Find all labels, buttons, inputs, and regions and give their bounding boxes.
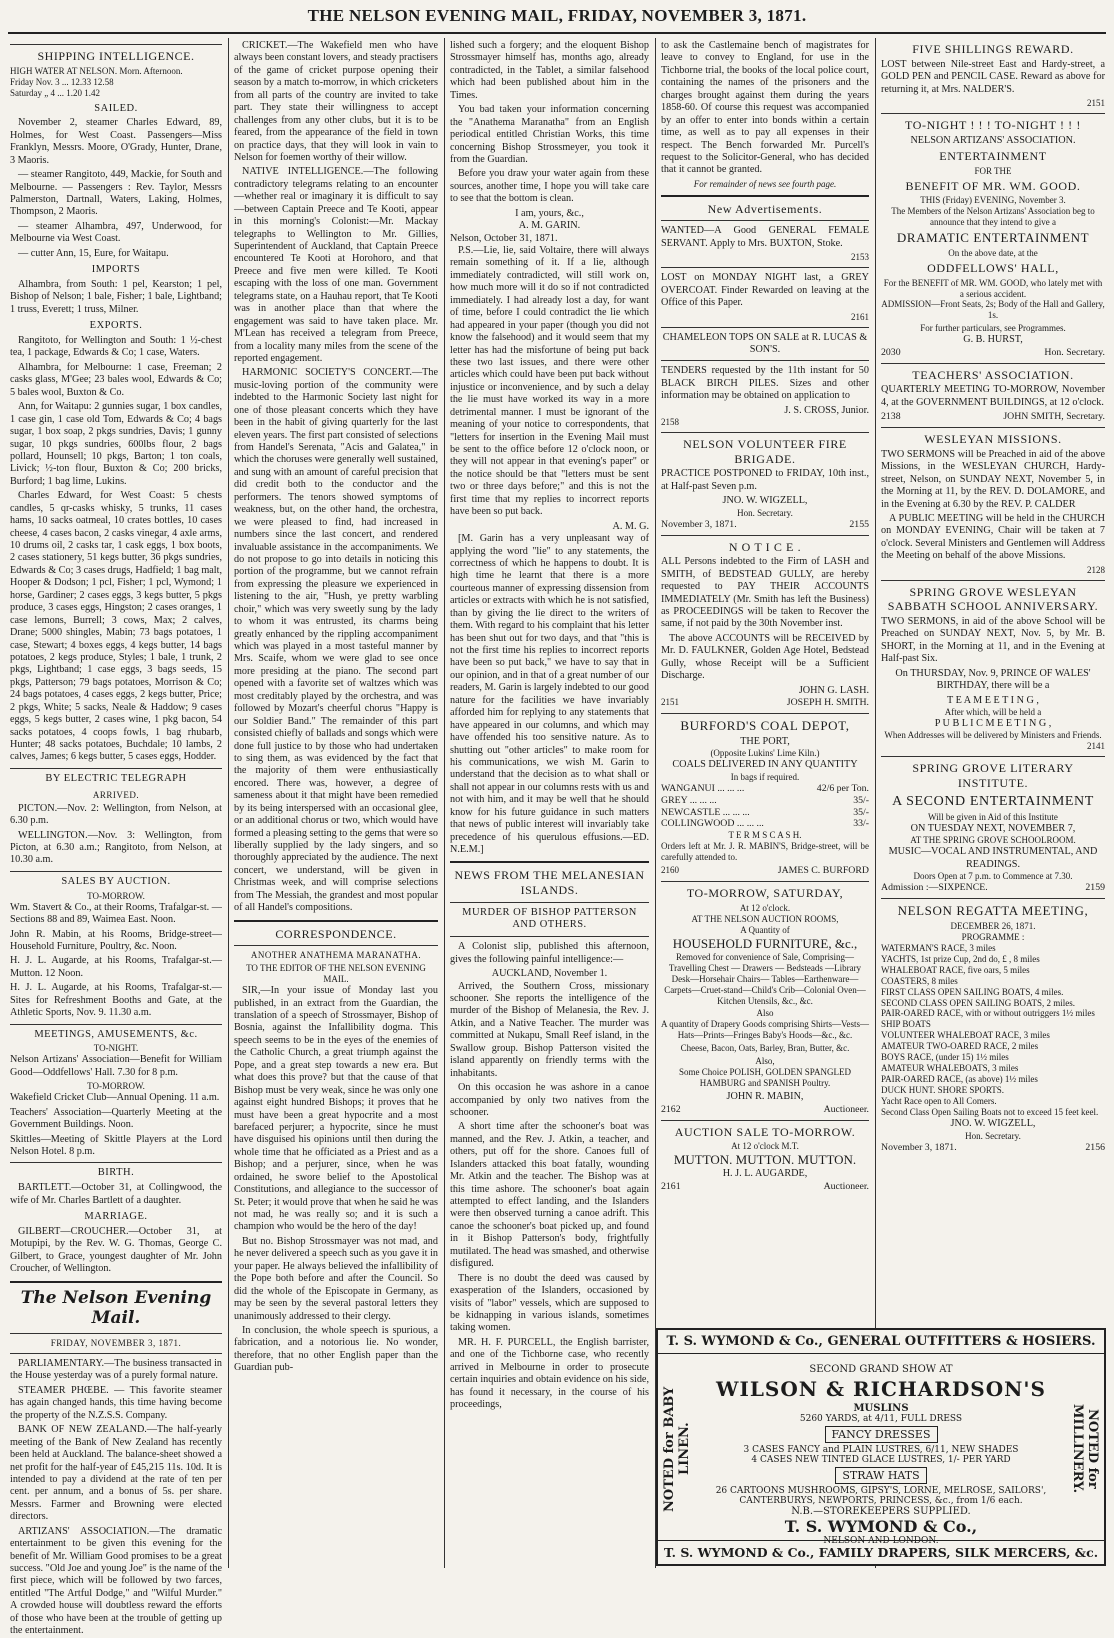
ad-wanted: WANTED—A Good GENERAL FEMALE SERVANT. Apply to Mrs. BUXTON, Stoke. xyxy=(661,225,869,249)
birth-title: BIRTH. xyxy=(97,1167,135,1179)
masthead-rule xyxy=(8,32,1106,34)
letter-signoff: I am, yours, &c., xyxy=(515,207,584,219)
mutton-title: AUCTION SALE TO-MORROW. xyxy=(674,1124,856,1139)
harmonic-news: HARMONIC SOCIETY'S CONCERT.—The music-loving portion of the community were indebted to the Harmonic Society last night for one of those pleasant concerts which they have been in the habit of giving quarterly for the last eleven years. The first part consisted of selections from Handel's Serenata, "Acis and Galatea," in which the choruses were generally well sustained, and sung with an amount of careful precision that did credit both to the conductor and the performers. The tenors showed symptoms of weakness, but, on the other hand, the orchestra, we were pleased to find, had increased in numbers since the last concert, and rendered invaluable assistance in the accompaniments. We do not propose to go into details in noticing this portion of the programme, but we cannot refrain from expressing the pleasure we experienced in listening to the air, "Hush, ye pretty warbling choir," which was very sweetly sung by the lady to whom it was entrusted, its charms being greatly enhanced by the rippling accompaniment which was played in a most tasteful manner by Mrs. Scaife, whom we were glad to see once more presiding at the piano. The second part opened with a favorite set of waltzes which was most creditably played by the orchestra, and was followed by Mozart's cheerful chorus "Happy is our Soldier Band." The remainder of this part consisted chiefly of ballads and songs which were done full justice to by those who had undertaken to sing them, as was evidenced by the fact that the majority of them were enthusiastically encored. There was, however, a degree of sameness about it that might have been remedied by its being interspersed with an occasional glee, or an additional chorus or two, which would have formed a pleasing setting to the gems that were so liberally supplied by the lady singers, and so thoroughly appreciated by the audience. The next concert, we understand, will be given in Christmas week, and will comprise selections from The Messiah, the grandest and most popular of all Handel's compositions. xyxy=(234,367,438,914)
teachers-sign: JOHN SMITH, Secretary. xyxy=(1003,411,1105,423)
ad-number: 2156 xyxy=(1085,1141,1105,1153)
on-date: On the above date, at the xyxy=(948,247,1038,258)
regatta-item: AMATEUR TWO-OARED RACE, 2 miles xyxy=(881,1041,1039,1052)
shipping-title: SHIPPING INTELLIGENCE. xyxy=(37,49,195,63)
regatta-item: WATERMAN'S RACE, 3 miles xyxy=(881,942,996,953)
auction-title: TO-MORROW, SATURDAY, xyxy=(686,886,844,901)
reward-body: LOST between Nile-street East and Hardy-street, a GOLD PEN and PENCIL CASE. Reward as above for returning it, at Mrs. NALDER'S. xyxy=(881,58,1105,95)
regatta-item: PAIR-OARED RACE, with or without outriggers 1½ miles xyxy=(881,1008,1095,1019)
wymond-nb: N.B.—STOREKEEPERS SUPPLIED. xyxy=(791,1506,971,1517)
wymond-straw-detail: 26 CARTOONS MUSHROOMS, GIPSY'S, LORNE, MELROSE, SAILORS', CANTERBURYS, NEWPORTS, PRINCESS, &c., from 1/6 each. xyxy=(715,1486,1047,1506)
letter-paragraph: lished such a forgery; and the eloquent Bishop Strossmayer himself has, months ago, already contradicted, in the Tablet, a similar falsehood which had been published about him in the Times. xyxy=(450,40,649,101)
auction-time: At 12 o'clock. xyxy=(739,902,791,913)
ad-number: 2162 xyxy=(661,1103,681,1115)
ad-number: 2151 xyxy=(661,697,679,708)
wymond-advert xyxy=(656,1328,1106,1566)
given-note: Will be given in Aid of this Institute xyxy=(928,811,1058,822)
members-note: The Members of the Nelson Artizans' Association beg to announce that they intend to give a xyxy=(891,206,1095,228)
coal-name: GREY ... ... ... xyxy=(661,794,717,806)
murder-title: MURDER OF BISHOP PATTERSON AND OTHERS. xyxy=(462,906,637,931)
ent-sign-title: Hon. Secretary. xyxy=(1044,346,1105,358)
regatta-item: SHIP BOATS xyxy=(881,1019,931,1030)
meeting-item: Skittles—Meeting of Skittle Players at the Lord Nelson Hotel. 8 p.m. xyxy=(10,1133,222,1157)
sailed-item: — steamer Rangitoto, 449, Mackie, for South and Melbourne. — Passengers : Rev. Taylor, Messrs Palmerston, Dartnall, Waters, Laking, Holmes, Thompson, 2 Maoris. xyxy=(10,169,222,218)
sailed-item: — steamer Alhambra, 497, Underwood, for Melbourne via West Coast. xyxy=(10,220,222,245)
auction-location: AT THE NELSON AUCTION ROOMS, xyxy=(691,913,839,924)
correspondence-title: CORRESPONDENCE. xyxy=(275,926,397,941)
regatta-item: WHALEBOAT RACE, five oars, 5 miles xyxy=(881,964,1030,975)
coal-terms: T E R M S C A S H. xyxy=(728,830,802,841)
ad-number: 2151 xyxy=(1087,97,1105,108)
fire-sign: JNO. W. WIGZELL, xyxy=(722,495,808,507)
postscript-sign: A. M. G. xyxy=(612,520,649,532)
coal-name: NEWCASTLE ... ... ... xyxy=(661,806,750,818)
auction-sign-title: Auctioneer. xyxy=(823,1103,869,1115)
sailed-item: — cutter Ann, 15, Eure, for Waitapu. xyxy=(18,247,169,259)
fire-brigade-title: NELSON VOLUNTEER FIRE BRIGADE. xyxy=(683,437,847,466)
news-item: STEAMER PHŒBE. — This favorite steamer has again changed hands, this time having become the property of the N.Z.S.S. Company. xyxy=(10,1384,222,1421)
ad-number: 2155 xyxy=(849,518,869,530)
second-entertainment: A SECOND ENTERTAINMENT xyxy=(892,793,1094,809)
regatta-item: AMATEUR WHALEBOATS, 3 miles xyxy=(881,1063,1019,1074)
notice-title: N O T I C E . xyxy=(728,539,802,554)
masthead: THE NELSON EVENING MAIL, FRIDAY, NOVEMBER 3, 1871. xyxy=(307,6,807,25)
regatta-date: DECEMBER 26, 1871. xyxy=(950,920,1036,931)
coal-name: COLLINGWOOD ... ... ... xyxy=(661,818,764,830)
regatta-title: NELSON REGATTA MEETING, xyxy=(897,902,1089,918)
melanesian-paragraph: A short time after the schooner's boat was manned, and the Rev. J. Atkin, a teacher, and others, put off for the shore. Canoes full of Islanders attacked this boat fatally, wounding Mr. Atkin and the teacher. The Bishop was at this time ashore. The schooner's boat again attempted to effect landing, and the Islanders were then observed turning a canoe adrift. This canoe the schooner's boat picked up, and found in it Bishop Patterson's body, frightfully mutilated. The head was smashed, and otherwise disfigured. xyxy=(450,1121,649,1270)
entertainment-title: ENTERTAINMENT xyxy=(939,148,1047,163)
meeting-item: Wakefield Cricket Club—Annual Opening. 11 a.m. xyxy=(10,1092,220,1104)
correspondence-subtitle: ANOTHER ANATHEMA MARANATHA. xyxy=(250,950,422,961)
column-2 xyxy=(234,40,438,1568)
wymond-straw: STRAW HATS xyxy=(835,1467,926,1484)
coal-sub: THE PORT, xyxy=(740,735,790,747)
auction-sign: JOHN R. MABIN, xyxy=(726,1091,804,1103)
ad-number: 2161 xyxy=(661,1180,681,1192)
arrived-item: PICTON.—Nov. 2: Wellington, from Nelson, at 6.30 p.m. xyxy=(10,802,222,827)
mutton-sign: H. J. L. AUGARDE, xyxy=(722,1168,808,1180)
column-divider xyxy=(228,38,229,1568)
wesleyan-title: WESLEYAN MISSIONS. xyxy=(924,432,1062,447)
export-item: Ann, for Waitapu: 2 gunnies sugar, 1 box candles, 1 case gin, 1 case old Tom, Edwards & Co; 4 bags sugar, 1 box soap, 2 pkgs sundries, Davis; 1 gunny sugar, 10 pkgs sundries, 600lbs flour, 2 bags pollard, Hounsell; 10 pkgs, Barton; 1 ton coals, Livick; ½-ton flour, Buxton & Co; 200 bricks, Burford; 1 bag lime, Lukins. xyxy=(10,401,222,487)
auction-main: HOUSEHOLD FURNITURE, &c., xyxy=(672,935,858,951)
regatta-dateline: November 3, 1871. xyxy=(881,1141,957,1153)
letter-paragraph: Before you draw your water again from these sources, another time, I hope you will take care to see that the bottom is clean. xyxy=(450,168,649,205)
wymond-side-left: NOTED for BABY LINEN. xyxy=(662,1386,692,1512)
melanesian-title: NEWS FROM THE MELANESIAN ISLANDS. xyxy=(454,868,645,898)
auction-items: Travelling Chest — Drawers — Bedsteads —Library Desk—Horsehair Chairs— Tables—Earthenware—Carpets—Cruet-stand—Child's Crib—Colonial Oven—Kitchen Utensils, &c., &c. xyxy=(664,962,866,1006)
tide-row: Friday Nov. 3 ... 12.33 12.58 xyxy=(10,76,114,87)
auction-drapery: A quantity of Drapery Goods comprising Shirts—Vests—Hats—Prints—Fringes Baby's Hoods—&c., &c. xyxy=(661,1019,869,1041)
marriage-title: MARRIAGE. xyxy=(84,1211,148,1223)
benefit-title: BENEFIT OF MR. WM. GOOD. xyxy=(905,178,1081,193)
after-note: After which, will be held a xyxy=(944,707,1042,718)
regatta-item: Second Class Open Sailing Boats not to exceed 15 feet keel. xyxy=(881,1107,1099,1118)
ent-sign: G. B. HURST, xyxy=(963,334,1023,346)
column-5 xyxy=(881,40,1105,1322)
column-divider xyxy=(444,38,445,1568)
news-item: BANK OF NEW ZEALAND.—The half-yearly meeting of the Bank of New Zealand has recently been held at Auckland. The balance-sheet showed a net profit for the half-year of £45,215 11s. 10d. It is intended to pay a dividend at the rate of ten per cent. per annum, and a bonus of 5s. per share. Messrs. Farmer and Browning were elected directors. xyxy=(10,1424,222,1523)
mutton-sign-title: Auctioneer. xyxy=(823,1180,869,1192)
correspondence-to: TO THE EDITOR OF THE NELSON EVENING MAIL. xyxy=(246,963,426,985)
regatta-sign: JNO. W. WIGZELL, xyxy=(950,1118,1036,1130)
arrived-item: WELLINGTON.—Nov. 3: Wellington, from Picton, at 6.30 a.m.; Rangitoto, from Nelson, at 10.30 a.m. xyxy=(10,829,222,866)
birth-notice: BARTLETT.—October 31, at Collingwood, the wife of Mr. Charles Bartlett of a daughter. xyxy=(10,1182,222,1206)
literary-title: SPRING GROVE LITERARY INSTITUTE. xyxy=(912,761,1074,791)
ad-number: 2030 xyxy=(881,346,901,358)
column-3 xyxy=(450,40,649,1568)
melanesian-paragraph: MR. H. F. PURCELL, the English barrister, and one of the Tichborne case, who recently arrived in Melbourne in order to prosecute certain inquiries and obtain evidence on his side, has found it necessary, in the course of his proceedings, xyxy=(450,1336,649,1411)
regatta-item: SECOND CLASS OPEN SAILING BOATS, 2 miles. xyxy=(881,997,1076,1008)
wymond-name: T. S. WYMOND & Co., xyxy=(784,1517,978,1536)
export-item: Rangitoto, for Wellington and South: 1 ½-chest tea, 1 package, Edwards & Co; 1 case, Waters. xyxy=(10,335,222,359)
ad-number: 2153 xyxy=(851,252,869,263)
school-note: AT THE SPRING GROVE SCHOOLROOM. xyxy=(910,835,1076,846)
cricket-news: CRICKET.—The Wakefield men who have always been constant lovers, and steady practisers of the game of cricket purpose opening their season by a match to-morrow, in which cricketers from all parts of the country are invited to take part. They state their willingness to accept challenges from any other clubs, but it is to be feared, from the appearance of the field in town on practice days, that they will look in vain to Nelson for foemen worthy of their willow. xyxy=(234,40,438,163)
new-ads-title: New Advertisements. xyxy=(707,201,823,216)
notice-body: The above ACCOUNTS will be RECEIVED by Mr. D. FAULKNER, Golden Age Hotel, Bedstead Gully, whose Receipt will be a Sufficient Discharge. xyxy=(661,632,869,682)
coal-bags: In bags if required. xyxy=(730,771,800,782)
mutton-main: MUTTON. MUTTON. MUTTON. xyxy=(673,1152,857,1168)
dramatic-title: DRAMATIC ENTERTAINMENT xyxy=(896,230,1090,246)
spring-body: TWO SERMONS, in aid of the above School will be Preached on SUNDAY NEXT, Nov. 5, by Mr. B. SHORT, in the Morning at 11, and in the Evening at Half-past Six. xyxy=(881,615,1105,665)
import-item: Alhambra, from South: 1 pel, Kearston; 1 pel, Bishop of Nelson; 1 bale, Fisher; 1 bale, Lightband; 1 truss, Everett; 1 truss, Milner. xyxy=(10,278,222,315)
letter-paragraph: SIR,—In your issue of Monday last you published, in an extract from the Guardian, the translation of a speech of Strossmayer, Bishop of Bosnia, against the Infallibility dogma. This speech seems to be in the eyes of the enemies of the Catholic Church, a great triumph against the Pope, and a great step towards a new era. But what does this prove? but that the cause of that Bishop must be very weak, since he was only one against eight hundred Bishops; it proves that he must have been a great hypocrite and a most barefaced perjurer; a hypocrite, since he must have disguised his opinions until then during the whole time that he officiated as a Priest and as a Bishop; and a perjurer, since, when he was ordained, he swore belief to the Apostolical Constitutions, and allegiance to the successor of St. Peter; it would prove that when he said he was not mad, he was really so; and it is such a champion who would be the hero of the day! xyxy=(234,985,438,1233)
auction-also: Also xyxy=(756,1008,774,1019)
wymond-muslins: MUSLINS xyxy=(853,1403,909,1414)
wymond-side-right: NOTED for MILLINERY. xyxy=(1070,1404,1100,1494)
regatta-item: DUCK HUNT. SHORE SPORTS. xyxy=(881,1085,1005,1096)
coal-price-row xyxy=(661,783,869,795)
further: For further particulars, see Programmes. xyxy=(920,323,1066,334)
coal-price: 35/- xyxy=(853,794,869,806)
regatta-item: BOYS RACE, (under 15) 1½ miles xyxy=(881,1052,1009,1063)
sales-sub: TO-MORROW. xyxy=(87,890,145,901)
mutton-time: At 12 o'clock M.T. xyxy=(731,1141,799,1152)
notice-body: ALL Persons indebted to the Firm of LASH and SMITH, of BEDSTEAD GULLY, are hereby requested to PAY THEIR ACCOUNTS IMMEDIATELY (Mr. Smith has left the Business) as PROCEEDINGS will be taken to Recover the same, if not paid by the 30th November inst. xyxy=(661,556,869,630)
regatta-item: Yacht Race open to All Comers. xyxy=(881,1096,997,1107)
export-item: Charles Edward, for West Coast: 5 chests candles, 5 qr-casks whisky, 5 trunks, 11 cases hams, 10 sacks oatmeal, 10 crates bottles, 10 cases cheese, 4 cases bacon, 2 casks vinegar, 4 axle arms, 10 drums oil, 2 casks tar, 1 cask eggs, 1 box boots, 2 cases stationery, 51 kegs butter, 36 pkgs sundries, Edwards & Co; 3 cases drugs, Hadfield; 1 bag malt, Hooper & Dodson; 1 pcl, Fisher; 1 pcl, Wymond; 1 horse, Gardiner; 2 cases eggs, 3 kegs butter, 5 pkgs produce, 3 cases eggs, Hingston; 2 cases oranges, 1 case lemons, Burrell; 3 cows, Max; 2 calves, Drane; 5000 shingles, Mabin; 73 bags potatoes, 1 case, Stewart; 4 boxes eggs, 4 kegs butter, 14 bags potatoes, 2 kegs produce, Styles; 1 bale, 1 trunk, 2 pkgs, Lightband; 1 case eggs, 3 bags seeds, 15 pkgs, Patterson; 79 bags potatoes, Morrison & Co; 24 bags potatoes, 4 cases eggs, 2 kegs butter, Price; 2 pkgs, White; 5 sacks, Neale & Haddow; 9 cases eggs, 5 kegs butter, 2 cases wine, 1 pkg bacon, 54 sacks potatoes, 4 coops fowls, 1 bag rhubarb, Hunter; 48 sacks potatoes, Buchdale; 10 lambs, 2 calves, James; 6 kegs butter, 5 cases eggs, Hodder. xyxy=(10,490,222,763)
wymond-location: NELSON AND LONDON. xyxy=(823,1536,939,1546)
tuesday-note: ON TUESDAY NEXT, NOVEMBER 7, xyxy=(910,822,1076,834)
tonight-banner: TO-NIGHT ! ! ! TO-NIGHT ! ! ! xyxy=(905,117,1081,132)
sailed-title: SAILED. xyxy=(94,102,138,114)
tomorrow-label: TO-MORROW. xyxy=(87,1081,145,1092)
admission-price: Admission :—SIXPENCE. xyxy=(881,881,988,893)
letter-postscript: P.S.—Lie, lie, said Voltaire, there will always remain something of it. If a lie, although immediately contradicted, will still work on, how much more will it do so if not contradicted immediately. I had already lost a day, for want of time, before I could contradict the lie which had appeared in your paper (though you did not know the falsehood) and it would seem that my letter has had the misfortune of being put back these two last issues, and there were other articles which could have been put back without injustice or inconvenience, and by such a delay the lie must have worked its way in a more detrimental manner. I must be ignorant of the meaning of your notice to correspondents, that "letters for insertion in the Evening Mail must be sent to the office before 12 o'clock noon, or they will not appear in that evening's paper" or the notice should be that "letters must be sent two or three days before;" and this is not the first time that my replies to incorrect reports have been so put back. xyxy=(450,245,649,518)
auction-qty: A Quantity of xyxy=(740,924,790,935)
fire-sign-title: Hon. Secretary. xyxy=(737,507,793,518)
paper-title: The Nelson Evening Mail. xyxy=(20,1287,212,1329)
wesleyan-body: A PUBLIC MEETING will be held in the CHURCH on MONDAY EVENING, Chair will be taken at 7 o'clock. Several Ministers and Gentlemen will Address the Meeting on behalf of the above Missions. xyxy=(881,513,1105,562)
music-note: MUSIC—VOCAL AND INSTRUMENTAL, AND READINGS. xyxy=(888,846,1098,870)
ad-number: 2128 xyxy=(1087,564,1105,575)
teachers-body: QUARTERLY MEETING TO-MORROW, November 4, at the GOVERNMENT BUILDINGS, at 12 o'clock. xyxy=(881,384,1105,408)
coal-price: 33/- xyxy=(853,818,869,830)
auction-also: Also, xyxy=(755,1056,775,1067)
regatta-item: PAIR-OARED RACE, (as above) 1½ miles xyxy=(881,1074,1038,1085)
wymond-fancy-detail: 4 CASES NEW TINTED GLACE LUSTRES, 1/- PER YARD xyxy=(751,1455,1011,1465)
coal-orders: Orders left at Mr. J. R. MABIN'S, Bridge-street, will be carefully attended to. xyxy=(661,841,869,863)
coal-price-list xyxy=(661,783,869,831)
wesleyan-body: TWO SERMONS will be Preached in aid of the above Missions, in the WESLEYAN CHURCH, Hardy-street, Nelson, on SUNDAY NEXT, November 5, in the Morning at 11, by the REV. D. DOLAMORE, and in the Evening at 6.30 by the REV. P. CALDER xyxy=(881,448,1105,510)
sale-item: H. J. L. Augarde, at his Rooms, Trafalgar-st.— Mutton. 12 Noon. xyxy=(10,955,222,979)
coal-price: 35/- xyxy=(853,806,869,818)
sale-item: John R. Mabin, at his Rooms, Bridge-street— Household Furniture, Poultry, &c. Noon. xyxy=(10,928,222,952)
teachers-title: TEACHERS' ASSOCIATION. xyxy=(912,367,1074,382)
ad-number: 2160 xyxy=(661,865,679,876)
letter-paragraph: But no. Bishop Strossmayer was not mad, and he never delivered a speech such as you gave it in your paper. He always believed the infallibility of the Pope both before and after the Council. So did the whole of the Episcopate in Germany, as may be seen by the several pastoral letters they unanimously addressed to their clergy. xyxy=(234,1235,438,1322)
high-water: HIGH WATER AT NELSON. Morn. Afternoon. xyxy=(10,65,183,76)
fire-brigade-body: PRACTICE POSTPONED to FRIDAY, 10th inst., at Half-past Seven p.m. xyxy=(661,468,869,492)
regatta-item: COASTERS, 8 miles xyxy=(881,975,958,986)
coal-price: 42/6 per Ton. xyxy=(816,782,869,794)
tea-meeting: T E A M E E T I N G , xyxy=(947,694,1039,706)
telegraph-title: BY ELECTRIC TELEGRAPH xyxy=(45,772,187,784)
wymond-footer: T. S. WYMOND & Co., FAMILY DRAPERS, SILK MERCERS, &c. xyxy=(658,1540,1104,1564)
marriage-notice: GILBERT—CROUCHER.—October 31, at Motupipi, by the Rev. W. G. Thomas, George C. Gilbert, to Grace, youngest daughter of Mr. John Croucher, of Wellington. xyxy=(10,1225,222,1275)
wymond-header: T. S. WYMOND & Co., GENERAL OUTFITTERS & HOSIERS. xyxy=(658,1330,1104,1354)
sale-item: Wm. Stavert & Co., at their Rooms, Trafalgar-st. —Sections 88 and 89, Waimea East. Noon. xyxy=(10,901,222,926)
wymond-fancy: FANCY DRESSES xyxy=(825,1426,938,1443)
wymond-show: SECOND GRAND SHOW AT xyxy=(809,1364,953,1375)
ad-number: 2158 xyxy=(661,417,679,428)
regatta-item: VOLUNTEER WHALEBOAT RACE, 3 miles xyxy=(881,1030,1050,1041)
letter-paragraph: You bad taken your information concerning the "Anathema Maranatha" from an English periodical entitled Christian Works, this time concerning Bishop Strossmeyer, you took it from the Guardian. xyxy=(450,104,649,165)
public-meeting: P U B L I C M E E T I N G , xyxy=(934,718,1052,730)
regatta-programme xyxy=(881,943,1105,1119)
wymond-fancy-detail: 3 CASES FANCY and PLAIN LUSTRES, 6/11, NEW SHADES xyxy=(743,1445,1019,1455)
sales-title: SALES BY AUCTION. xyxy=(61,875,171,887)
hall-sub: For the BENEFIT of MR. WM. GOOD, who lately met with a serious accident. xyxy=(883,277,1103,299)
date-line: FRIDAY, NOVEMBER 3, 1871. xyxy=(50,1338,182,1349)
auction-poultry: Some Choice POLISH, GOLDEN SPANGLED HAMBURG and SPANISH Poultry. xyxy=(679,1067,851,1089)
tonight-label: TO-NIGHT. xyxy=(93,1043,139,1054)
export-item: Alhambra, for Melbourne: 1 case, Freeman; 2 casks glass, M'Gee; 23 bales wool, Edwards & Co; 5 bales wool, Buxton & Co. xyxy=(10,361,222,398)
letter-date: Nelson, October 31, 1871. xyxy=(450,232,558,244)
coal-heading: COALS DELIVERED IN ANY QUANTITY xyxy=(672,759,858,771)
sale-item: H. J. L. Augarde, at his Rooms, Trafalgar-st.— Sites for Refreshment Booths and Gate, at the Athletic Sports, Nov. 9. 11.30 a.m. xyxy=(10,982,222,1019)
ad-number: 2138 xyxy=(881,411,901,423)
coal-title: BURFORD'S COAL DEPOT, xyxy=(680,717,850,733)
melanesian-dateline: AUCKLAND, November 1. xyxy=(491,968,608,980)
regatta-item: FIRST CLASS OPEN SAILING BOATS, 4 miles. xyxy=(881,986,1064,997)
artizans-title: NELSON ARTIZANS' ASSOCIATION. xyxy=(910,134,1076,146)
coal-price-row xyxy=(661,795,869,807)
notice-sign: JOSEPH H. SMITH. xyxy=(786,697,869,709)
regatta-item: YACHTS, 1st prize Cup, 2nd do, £ , 8 miles xyxy=(881,953,1040,964)
meeting-item: Nelson Artizans' Association—Benefit for William Good—Oddfellows' Hall. 7.30 for 8 p.m. xyxy=(10,1054,222,1078)
programme-label: PROGRAMME : xyxy=(961,931,1025,942)
regatta-sign-title: Hon. Secretary. xyxy=(965,1130,1021,1141)
melanesian-intro: A Colonist slip, published this afternoon, gives the following painful intelligence:— xyxy=(450,941,649,965)
addresses: When Addresses will be delivered by Ministers and Friends. xyxy=(884,730,1102,741)
ad-chameleon: CHAMELEON TOPS ON SALE at R. LUCAS & SON'S. xyxy=(662,331,868,355)
this-evening: THIS (Friday) EVENING, November 3. xyxy=(920,195,1066,206)
auction-cheese: Cheese, Bacon, Oats, Barley, Bran, Butter, &c. xyxy=(680,1043,850,1054)
spring-body: On THURSDAY, Nov. 9, PRINCE OF WALES' BIRTHDAY, there will be a xyxy=(895,667,1091,692)
coal-sign: JAMES C. BURFORD xyxy=(777,865,869,877)
exports-title: EXPORTS. xyxy=(89,320,143,332)
admission: ADMISSION—Front Seats, 2s; Body of the Hall and Gallery, 1s. xyxy=(881,299,1105,321)
hall-title: ODDFELLOWS' HALL, xyxy=(927,260,1059,275)
sailed-item: November 2, steamer Charles Edward, 89, Holmes, for West Coast. Passengers—Miss Franklyn, Messrs. Moore, O'Grady, Hunter, Drane, 3 Maoris. xyxy=(10,117,222,166)
letter-signer: A. M. GARIN. xyxy=(518,220,581,232)
native-news: NATIVE INTELLIGENCE.—The following contradictory telegrams relating to an encounter—whether real or imaginary it is difficult to say—between Captain Preece and Te Kooti, appear in this morning's Colonist:—Mr. Mackay telegraphs to Wellington to Mr. Gillies, Superintendent of Auckland, that Captain Preece encountered Te Kooti at Horohoro, and that Preece and five men were killed. Te Kooti escaping with the loss of one man. Government telegrams state, on a Hauhau report, that Te Kooti was in another place than that where the engagement was said to have taken place. Mr. M'Lean has received a telegram from Preece, from a locality many miles from the scene of the reported engagement. xyxy=(234,166,438,364)
melanesian-paragraph: Arrived, the Southern Cross, missionary schooner. She reports the intelligence of the murder of the Bishop of Melanesia, the Rev. J. Atkin, and a Native Teacher. The murder was committed at Nukapu, Small Reef island, in the Swallow group. Bishop Patterson visited the island apparently on friendly terms with the inhabitants. xyxy=(450,980,649,1079)
for-the: FOR THE xyxy=(974,165,1012,176)
spring-title: SPRING GROVE WESLEYAN SABBATH SCHOOL ANNIVERSARY. xyxy=(887,584,1099,614)
fire-date: November 3, 1871. xyxy=(661,518,737,530)
reward-title: FIVE SHILLINGS REWARD. xyxy=(912,42,1074,56)
wymond-brand: WILSON & RICHARDSON'S xyxy=(716,1377,1046,1401)
ad-number: 2161 xyxy=(851,311,869,322)
wymond-muslin-detail: 5260 YARDS, at 4/11, FULL DRESS xyxy=(799,1414,963,1424)
melanesian-paragraph: There is no doubt the deed was caused by exasperation of the Islanders, occasioned by visits of "labor" vessels, which are supposed to be kidnapping in various islands, sometimes taking women. xyxy=(450,1272,649,1334)
meetings-title: MEETINGS, AMUSEMENTS, &c. xyxy=(34,1028,198,1040)
notice-sign: JOHN G. LASH. xyxy=(798,684,869,696)
coal-location: (Opposite Lukins' Lime Kiln.) xyxy=(710,748,820,759)
news-item: ARTIZANS' ASSOCIATION.—The dramatic entertainment to be given this evening for the benefit of Mr. William Good promises to be a great success. "Old Joe and young Joe" is the name of the first piece, which will be followed by two farces, entitled "The Artful Dodge," and "Wilful Murder." A crowded house will doubtless reward the efforts of those who have been at the trouble of getting up the entertainment. xyxy=(10,1525,222,1637)
doors-note: Doors Open at 7 p.m. to Commence at 7.30. xyxy=(913,870,1073,881)
ad-number: 2159 xyxy=(1085,881,1105,893)
editor-note: [M. Garin has a very unpleasant way of applying the word "lie" to any statements, the correctness of which he happens to doubt. It is high time he learnt that there is a more courteous manner of expressing dissension from articles or extracts with which he is not satisfied, than by giving the lie direct to the writers of them. With regard to his complaint that his letter has been shut out for two days, and that "this is not the first time his replies to incorrect reports have been so put back," we have to say that in our opinion, and in that of a great number of our readers, M. Garin is largely indebted to our good nature for the facilities we have invariably afforded him for replying to any statements that have appeared in our columns, and which may have offended his too sensitive nature. As to shutting out "other articles" to make room for his communications, we wish M. Garin to understand that the decision as to what shall or shall not appear in our columns rests with us and not with him, and it may be well that he should know for his future guidance in such matters that news of public interest will invariably take precedence of his querulous effusions.—ED. N.E.M.] xyxy=(450,533,649,855)
remainder-note: For remainder of news see fourth page. xyxy=(693,178,837,189)
news-item: PARLIAMENTARY.—The business transacted in the House yesterday was of a purely formal nature. xyxy=(10,1358,222,1382)
tide-row: Saturday „ 4 ... 1.20 1.42 xyxy=(10,87,100,98)
imports-title: IMPORTS xyxy=(91,264,141,276)
coal-name: WANGANUI ... ... ... xyxy=(661,782,745,794)
purcell-continued: to ask the Castlemaine bench of magistrates for leave to convey to England, for use in the Tichborne trial, the books of the local police court, containing the names of the prisoners and the charges brought against them during the years 1858-60. Of course this request was accompanied by an offer to enter into bonds within a certain time, as well as to pay all expenses in their respect. The Bench forwarded Mr. Purcell's request to the Solicitor-General, who has decided that it cannot be granted. xyxy=(661,40,869,176)
coal-price-row xyxy=(661,807,869,819)
coal-price-row xyxy=(661,818,869,830)
ad-tenders: TENDERS requested by the 11th instant for 50 BLACK BIRCH PILES. Sizes and other information may be obtained on application to xyxy=(661,365,869,402)
arrived-title: ARRIVED. xyxy=(92,789,140,800)
wymond-body xyxy=(688,1364,1074,1546)
meeting-item: Teachers' Association—Quarterly Meeting at the Government Buildings. Noon. xyxy=(10,1106,222,1131)
ad-tenders-sign: J. S. CROSS, Junior. xyxy=(784,404,869,416)
letter-paragraph: In conclusion, the whole speech is spurious, a fabrication, and a notorious lie. No wonder, therefore, that no other English paper than the Guardian pub- xyxy=(234,1324,438,1374)
auction-removed: Removed for convenience of Sale, Comprising— xyxy=(676,951,854,962)
melanesian-paragraph: On this occasion he was ashore in a canoe accompanied by only two natives from the schooner. xyxy=(450,1082,649,1118)
ad-lost: LOST on MONDAY NIGHT last, a GREY OVERCOAT. Finder Rewarded on leaving at the Office of this Paper. xyxy=(661,272,869,309)
column-4 xyxy=(661,40,869,1322)
ad-number: 2141 xyxy=(1087,741,1105,752)
column-1 xyxy=(10,40,222,1637)
